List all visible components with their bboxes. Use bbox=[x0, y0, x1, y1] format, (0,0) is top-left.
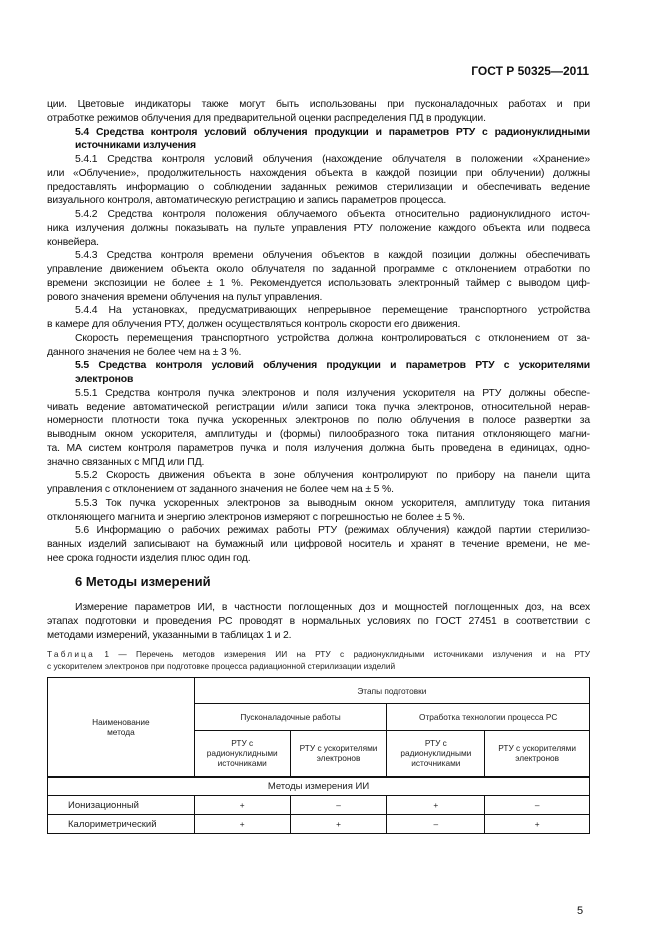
method-name: Ионизационный bbox=[48, 796, 195, 815]
table-row bbox=[48, 796, 590, 815]
paragraph-line: Скорость перемещения транспортного устройства должна контролироваться с отклонением от за- bbox=[75, 332, 590, 344]
page-number: 5 bbox=[577, 905, 584, 917]
paragraph-line: времени экспозиции не более ± 1 %. Рекомендуется использовать электронный таймер с выводом циф- bbox=[47, 277, 590, 289]
section-6-text bbox=[47, 601, 590, 642]
column-header-subgroup: РТУ с радионуклидными источниками bbox=[387, 731, 485, 777]
column-header-subgroup: РТУ с ускорителями электронов bbox=[290, 731, 387, 777]
section-row: Методы измерения ИИ bbox=[48, 777, 590, 796]
column-header-subgroup: РТУ с радионуклидными источниками bbox=[194, 731, 290, 777]
paragraph-line: 5.5.2 Скорость движения объекта в зоне облучения контролируют по прибору на панели щита bbox=[75, 470, 590, 482]
paragraph-line: чивать ведение автоматической регистрации и/или записи тока пучка электронов, относительной нерав- bbox=[47, 401, 590, 413]
method-applicability: – bbox=[290, 796, 387, 815]
paragraph-line: рового значения времени облучения на пульт управления. bbox=[47, 291, 323, 303]
paragraph-line: предоставлять информацию о соблюдении заданных режимов стерилизации и обеспечивать ведение bbox=[47, 181, 590, 193]
method-applicability: + bbox=[387, 796, 485, 815]
method-applicability: + bbox=[194, 796, 290, 815]
paragraph-line: номерности плотности тока пучка ускоренных электронов по полю облучения в полосе развертки за bbox=[47, 415, 590, 427]
paragraph-line: 5.4.4 На установках, предусматривающих непрерывное перемещение транспортного устройства bbox=[75, 305, 590, 317]
table-row bbox=[48, 815, 590, 834]
paragraph-line: 5.4.3 Средства контроля времени облучения объектов в каждой позиции должны обеспечивать bbox=[75, 250, 590, 262]
method-applicability: + bbox=[194, 815, 290, 834]
column-header-stages: Этапы подготовки bbox=[194, 678, 589, 704]
table-caption-line: 1 — Перечень методов измерения ИИ на РТУ с радионуклидными источниками излучения и на РТУ bbox=[94, 649, 590, 659]
method-applicability: + bbox=[290, 815, 387, 834]
paragraph-line: визуального контроля, автоматическую регистрацию и запись параметров процесса. bbox=[47, 195, 447, 207]
paragraph-line: нее срока годности изделия плюс один год. bbox=[47, 552, 251, 564]
paragraph-line: конвейера. bbox=[47, 236, 99, 248]
paragraph-line: в камере для облучения РТУ, должен осуществляться контроль скорости его движения. bbox=[47, 319, 461, 330]
section-heading-line: 5.4 Средства контроля условий облучения продукции и параметров РТУ с радионуклидными bbox=[75, 126, 590, 138]
paragraph-line: значно связанных с МПД или ПД. bbox=[47, 456, 205, 468]
paragraph-line: ции. Цветовые индикаторы также могут быть использованы при пусконаладочных работах и при bbox=[47, 99, 590, 110]
method-applicability: + bbox=[485, 815, 590, 834]
paragraph-line: 5.4.1 Средства контроля условий облучения (нахождение облучателя в положении «Хранение» bbox=[75, 154, 590, 165]
paragraph-line: управления с отклонением от заданного значения не более чем на ± 5 %. bbox=[47, 484, 394, 495]
paragraph-line: методами измерений, указанными в таблицах 1 и 2. bbox=[47, 629, 292, 641]
column-header-method: Наименование метода bbox=[48, 678, 195, 777]
section-heading-line: источниками излучения bbox=[75, 140, 196, 152]
table-caption-label: Таблица bbox=[47, 649, 95, 659]
column-header-group: Пусконаладочные работы bbox=[194, 704, 387, 731]
method-applicability: – bbox=[485, 796, 590, 815]
paragraph-line: 5.6 Информацию о рабочих режимах работы РТУ (режимах облучения) каждой партии стерилизо- bbox=[75, 525, 590, 537]
method-name: Калориметрический bbox=[48, 815, 195, 834]
paragraph-line: данного значения не более чем на ± 3 %. bbox=[47, 346, 242, 358]
table-caption bbox=[47, 648, 590, 672]
paragraph-line: выводным окном ускорителя, амплитуды и (формы) пилообразного тока питания отклоняющего магни- bbox=[47, 429, 590, 440]
methods-table bbox=[47, 677, 590, 834]
paragraph-line: ванных изделий записывают на бумажный или цифровой носитель и хранят в течение времени, не ме- bbox=[47, 539, 590, 550]
paragraph-line: 5.5.1 Средства контроля пучка электронов и поля излучения ускорителя на РТУ должны обеспе- bbox=[75, 387, 590, 399]
table-caption-line: с ускорителем электронов при подготовке процесса радиационной стерилизации изделий bbox=[47, 661, 396, 671]
paragraph-line: этапах подготовки и проведения РС проводят в нормальных условиях по ГОСТ 27451 в соответствии с bbox=[47, 615, 590, 627]
paragraph-line: 5.4.2 Средства контроля положения облучаемого объекта относительно радионуклидного источ- bbox=[75, 209, 590, 220]
paragraph-line: отработке режимов облучения для предварительной оценки распределения ПД в продукции. bbox=[47, 112, 486, 124]
section-heading-line: электронов bbox=[75, 374, 134, 385]
paragraph-line: 5.5.3 Ток пучка ускоренных электронов за выводным окном ускорителя, амплитуду тока питания bbox=[75, 497, 590, 509]
paragraph-line: или «Облучение», продолжительность нахождения объекта в каждой позиции при облучении) должны bbox=[47, 167, 590, 179]
body-text bbox=[47, 98, 590, 566]
paragraph-line: ника излучения должны показывать на пульте управления РТУ положение каждого объекта или подвеса bbox=[47, 222, 590, 234]
paragraph-line: та. МА систем контроля параметров пучка и поля излучения должна быть проведена в единицах, одно- bbox=[47, 442, 590, 454]
method-applicability: – bbox=[387, 815, 485, 834]
document-header: ГОСТ Р 50325—2011 bbox=[471, 64, 589, 78]
section-heading-line: 5.5 Средства контроля условий облучения продукции и параметров РТУ с ускорителями bbox=[75, 360, 590, 372]
section-6-heading: 6 Методы измерений bbox=[75, 574, 211, 589]
column-header-subgroup: РТУ с ускорителями электронов bbox=[485, 731, 590, 777]
paragraph-line: Измерение параметров ИИ, в частности поглощенных доз и мощностей поглощенных доз, на всех bbox=[75, 602, 590, 613]
paragraph-line: управление движением объекта около облучателя по заданной программе с отклонением отработки по bbox=[47, 264, 590, 275]
column-header-group: Отработка технологии процесса РС bbox=[387, 704, 590, 731]
paragraph-line: отклоняющего магнита и энергию электронов измеряют с погрешностью не более ± 5 %. bbox=[47, 511, 465, 523]
